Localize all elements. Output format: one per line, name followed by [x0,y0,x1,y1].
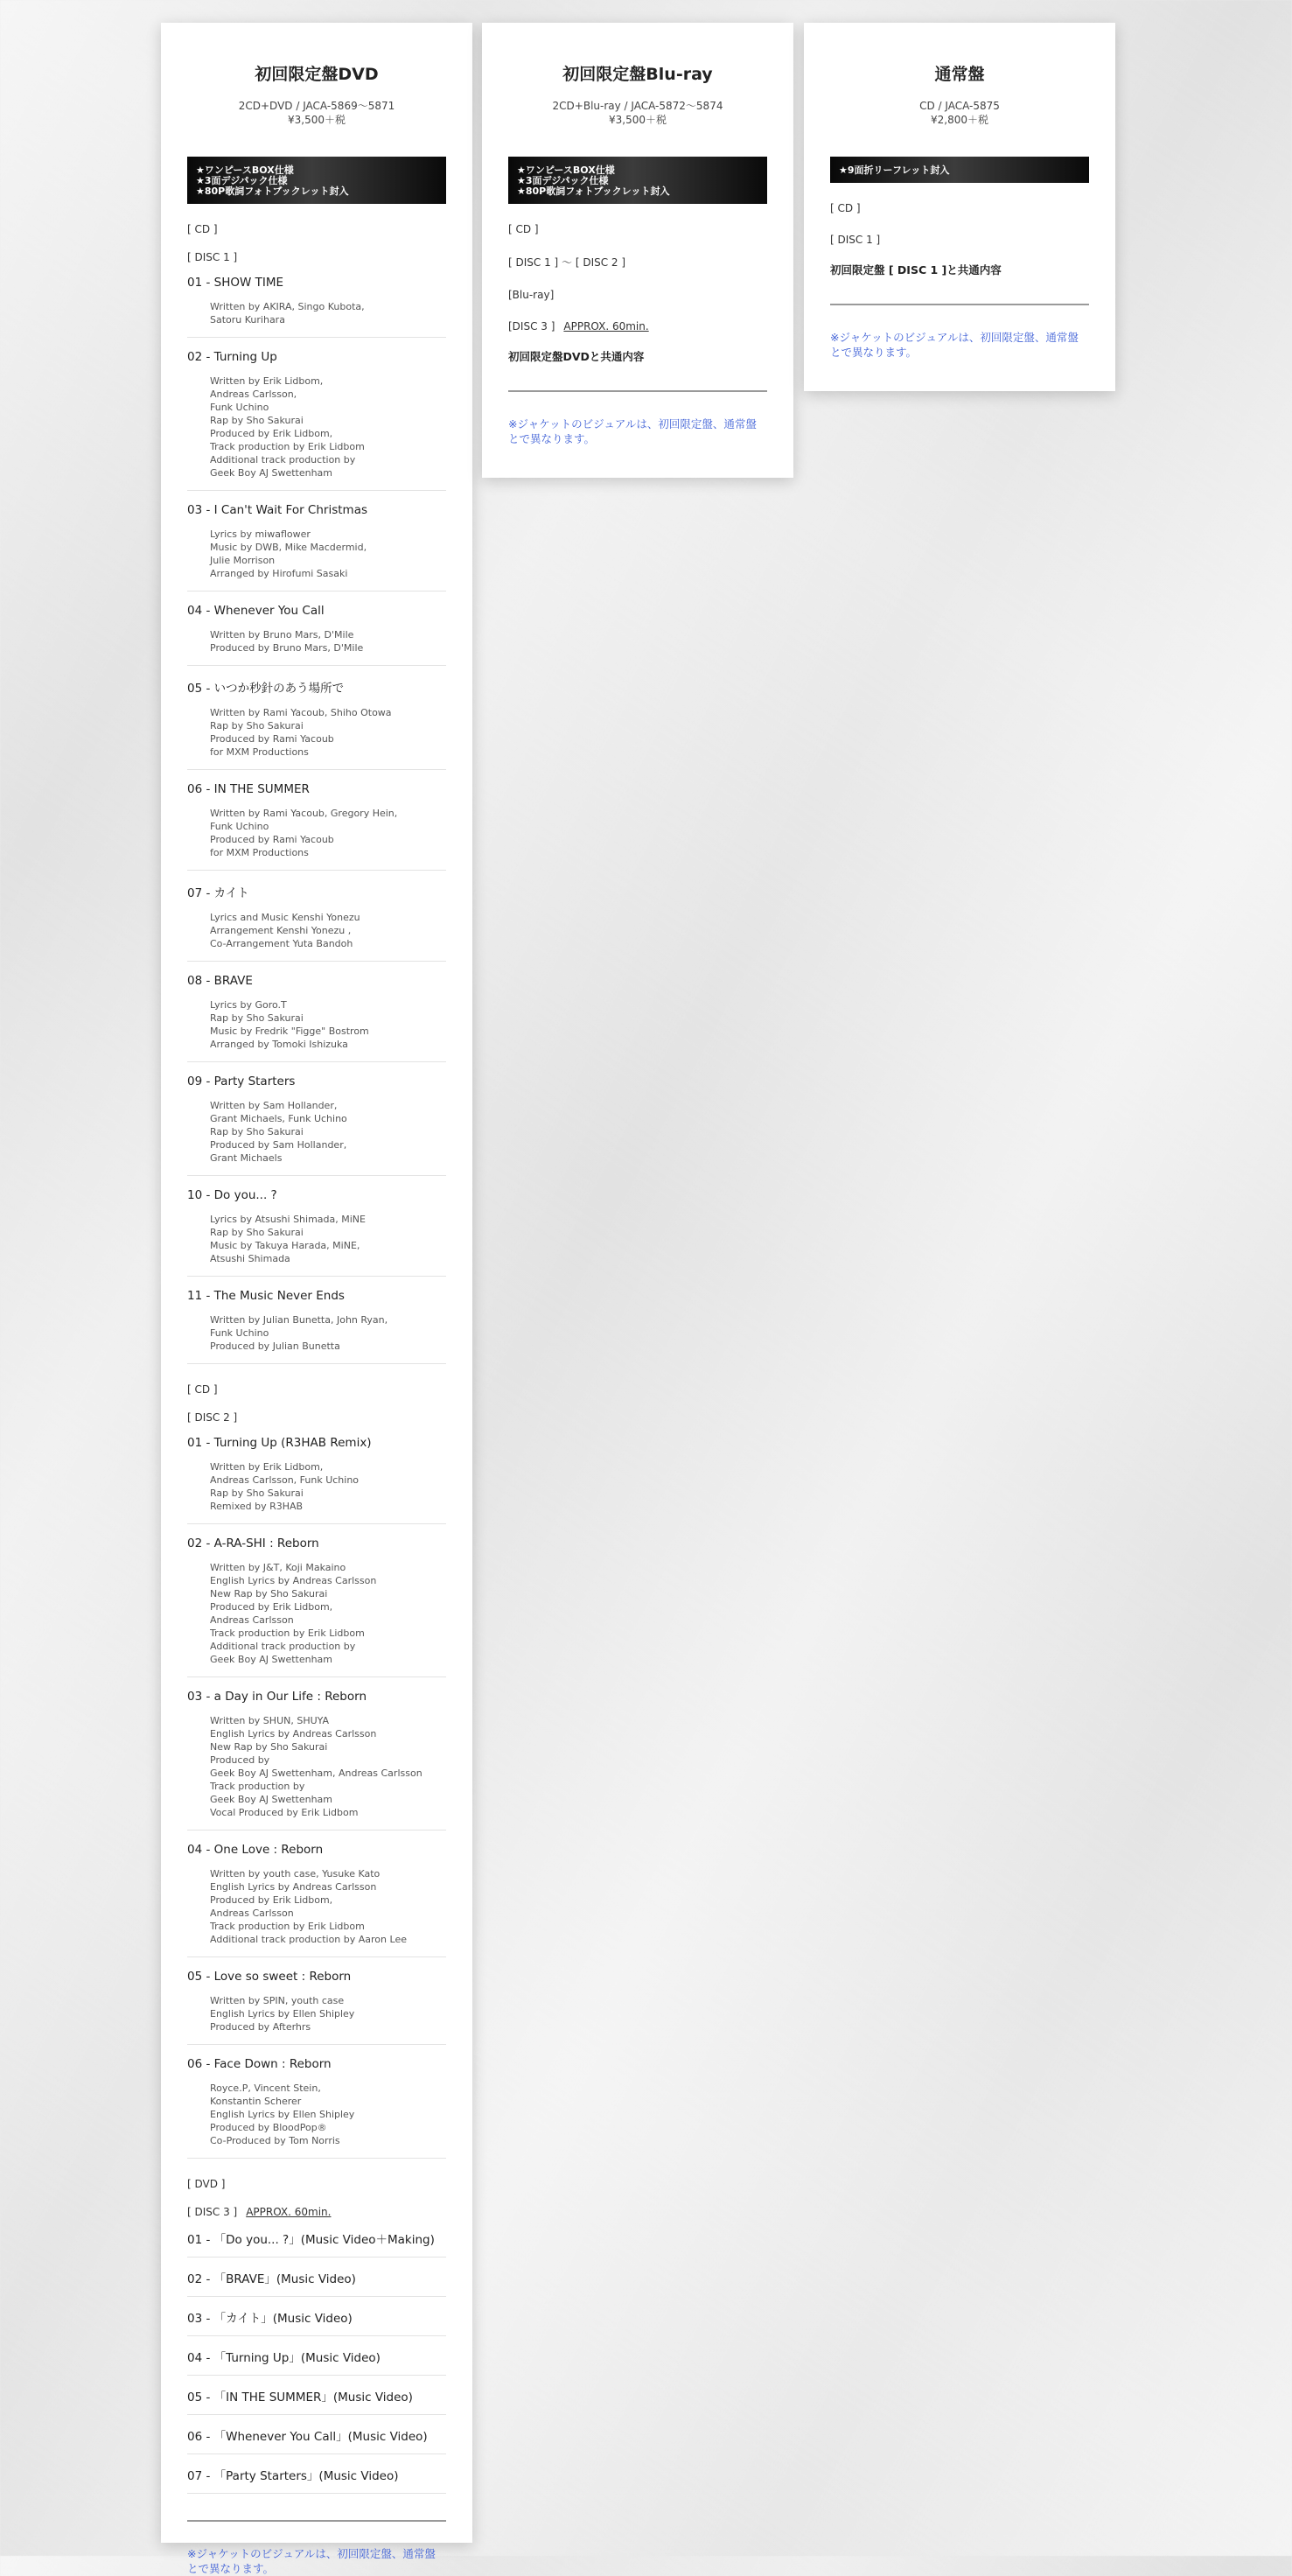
credit-line: Produced by Erik Lidbom, [210,1601,333,1613]
credit-line: Track production by [210,1781,305,1792]
badge-line: ★80P歌詞フォトブックレット封入 [517,186,670,197]
edition-title: 通常盤 [934,65,985,84]
track-item [187,1830,446,1957]
common-content-note: 初回限定盤 [ DISC 1 ]と共通内容 [830,263,1002,276]
track-item [187,592,446,666]
track-credits [210,1867,446,1946]
credit-line: Written by Erik Lidbom, [210,1461,324,1473]
track-title: 09 - Party Starters [187,1074,296,1088]
edition-spec: 2CD+Blu-ray / JACA-5872～5874 [552,100,723,112]
bluray-section-label: [Blu-ray] [508,289,555,301]
track-title: 06 - Face Down : Reborn [187,2057,332,2071]
credit-line: Geek Boy AJ Swettenham, Andreas Carlsson [210,1768,423,1779]
edition-price: ¥2,800＋税 [931,114,988,126]
credit-line: Funk Uchino [210,402,269,413]
credit-line: Produced by Rami Yacoub [210,834,334,845]
runtime-note: APPROX. 60min. [563,320,649,332]
badge-line: ★9面折リーフレット封入 [839,164,950,176]
track-item [187,263,446,338]
credit-line: English Lyrics by Andreas Carlsson [210,1575,377,1586]
track-item [187,1424,446,1524]
credit-line: English Lyrics by Ellen Shipley [210,2008,355,2020]
credit-line: Grant Michaels [210,1152,283,1164]
jacket-note: ※ジャケットのビジュアルは、初回限定盤、通常盤とで異なります。 [187,2547,436,2575]
edition-bluray-card [482,23,793,478]
credit-line: Vocal Produced by Erik Lidbom [210,1807,359,1818]
credit-line: English Lyrics by Andreas Carlsson [210,1881,377,1893]
credit-line: Track production by Erik Lidbom [210,1628,365,1639]
track-credits [210,528,446,580]
credit-line: Music by Takuya Harada, MiNE, [210,1240,360,1251]
credit-line: Konstantin Scherer [210,2096,302,2107]
edition-regular-card [804,23,1115,391]
dvd-item: 04 - 「Turning Up」(Music Video) [187,2336,446,2376]
disc1-label: [ DISC 1 ] [830,234,881,246]
credit-line: Produced by Erik Lidbom, [210,428,333,439]
badge-line: ★3面デジパック仕様 [517,175,609,186]
credit-line: Produced by Afterhrs [210,2021,311,2033]
badge-line: ★80P歌詞フォトブックレット封入 [196,186,349,197]
credit-line: Produced by Julian Bunetta [210,1340,340,1352]
credit-line: Satoru Kurihara [210,314,285,326]
dvd-section-label: [ DVD ] [187,2178,226,2190]
badge-line: ★ワンピースBOX仕様 [517,164,615,176]
credit-line: Additional track production by [210,454,356,466]
credit-line: Arrangement Kenshi Yonezu , [210,925,352,936]
credit-line: Co-Arrangement Yuta Bandoh [210,938,353,949]
track-item [187,1677,446,1830]
dvd-item: 03 - 「カイト」(Music Video) [187,2297,446,2336]
credit-line: New Rap by Sho Sakurai [210,1588,328,1600]
track-title: 01 - SHOW TIME [187,276,284,290]
credit-line: Rap by Sho Sakurai [210,415,304,426]
runtime-note: APPROX. 60min. [246,2206,332,2218]
track-title: 02 - Turning Up [187,350,277,364]
credit-line: Lyrics and Music Kenshi Yonezu [210,912,360,923]
credit-line: Royce.P, Vincent Stein, [210,2082,321,2094]
track-title: 05 - Love so sweet : Reborn [187,1970,352,1984]
dvd-item: 07 - 「Party Starters」(Music Video) [187,2454,446,2494]
edition-spec: CD / JACA-5875 [919,100,1000,112]
credit-line: Remixed by R3HAB [210,1501,304,1512]
credit-line: for MXM Productions [210,847,309,858]
common-content-note: 初回限定盤DVDと共通内容 [508,350,645,363]
track-item [187,1176,446,1277]
track-title: 08 - BRAVE [187,974,253,988]
disc2-track-list [187,1424,446,2159]
feature-badge [187,157,446,204]
cd-section-label: [ CD ] [187,223,218,235]
track-credits [210,1213,446,1265]
credit-line: Geek Boy AJ Swettenham [210,467,333,479]
track-title: 11 - The Music Never Ends [187,1289,345,1303]
credit-line: Written by Julian Bunetta, John Ryan, [210,1314,388,1326]
track-credits [210,1994,446,2034]
dvd-item-list [187,2218,446,2494]
disc3-label: [DISC 3 ] [508,320,555,332]
edition-dvd-card [161,23,472,2575]
dvd-item: 05 - 「IN THE SUMMER」(Music Video) [187,2376,446,2415]
badge-line: ★ワンピースBOX仕様 [196,164,294,176]
credit-line: Andreas Carlsson [210,1908,294,1919]
track-credits [210,374,446,480]
credit-line: Written by SPIN, youth case [210,1995,345,2006]
credit-line: Rap by Sho Sakurai [210,1227,304,1238]
track-item [187,1524,446,1677]
edition-price: ¥3,500＋税 [288,114,346,126]
credit-line: English Lyrics by Ellen Shipley [210,2109,355,2120]
disc3-label: [ DISC 3 ] [187,2206,238,2218]
credit-line: Rap by Sho Sakurai [210,1126,304,1138]
credit-line: Andreas Carlsson, Funk Uchino [210,1474,360,1486]
track-item [187,1957,446,2045]
credit-line: Produced by [210,1754,270,1766]
credit-line: Geek Boy AJ Swettenham [210,1654,333,1665]
dvd-item: 06 - 「Whenever You Call」(Music Video) [187,2415,446,2454]
disc3-row [187,2206,446,2218]
credit-line: Arranged by Tomoki Ishizuka [210,1039,348,1050]
dvd-item: 02 - 「BRAVE」(Music Video) [187,2258,446,2297]
credit-line: Produced by Rami Yacoub [210,733,334,745]
track-credits [210,807,446,859]
credit-line: Andreas Carlsson, [210,388,297,400]
credit-line: Geek Boy AJ Swettenham [210,1794,333,1805]
disc2-label: [ DISC 2 ] [187,1411,238,1424]
credit-line: Written by J&T, Koji Makaino [210,1562,346,1573]
credit-line: Grant Michaels, Funk Uchino [210,1113,347,1124]
credit-line: Produced by BloodPop® [210,2122,327,2133]
credit-line: Written by Sam Hollander, [210,1100,338,1111]
credit-line: Produced by Sam Hollander, [210,1139,347,1151]
credit-line: Written by AKIRA, Singo Kubota, [210,301,365,312]
jacket-note: ※ジャケットのビジュアルは、初回限定盤、通常盤とで異なります。 [508,417,757,445]
track-credits [210,1714,446,1819]
track-item [187,338,446,491]
credit-line: Andreas Carlsson [210,1614,294,1626]
credit-line: Additional track production by [210,1641,356,1652]
track-credits [210,1561,446,1666]
track-item [187,491,446,592]
credit-line: Written by SHUN, SHUYA [210,1715,330,1726]
badge-line: ★3面デジパック仕様 [196,175,288,186]
credit-line: Music by Fredrik "Figge" Bostrom [210,1026,369,1037]
track-item [187,1062,446,1176]
credit-line: Written by youth case, Yusuke Kato [210,1868,381,1880]
divider [187,2520,446,2522]
track-item [187,962,446,1062]
disc1-label: [ DISC 1 ] [187,251,238,263]
credit-line: Track production by Erik Lidbom [210,1921,365,1932]
track-item [187,666,446,770]
track-title: 04 - Whenever You Call [187,604,325,618]
track-item [187,1277,446,1364]
feature-badge [508,157,767,204]
track-title: 03 - I Can't Wait For Christmas [187,503,368,517]
credit-line: Atsushi Shimada [210,1253,290,1264]
track-title: 04 - One Love : Reborn [187,1843,324,1857]
track-title: 01 - Turning Up (R3HAB Remix) [187,1436,372,1450]
dvd-item: 01 - 「Do you... ?」(Music Video＋Making) [187,2218,446,2258]
track-credits [210,300,446,326]
credit-line: Written by Rami Yacoub, Gregory Hein, [210,808,398,819]
disc-range-label: [ DISC 1 ] ～ [ DISC 2 ] [508,256,626,269]
credit-line: Funk Uchino [210,821,269,832]
track-title: 10 - Do you... ? [187,1188,277,1202]
credit-line: Additional track production by Aaron Lee [210,1934,407,1945]
track-title: 07 - カイト [187,886,249,900]
credit-line: New Rap by Sho Sakurai [210,1741,328,1753]
credit-line: Written by Bruno Mars, D'Mile [210,629,354,640]
divider [830,304,1089,305]
track-credits [210,628,446,654]
jacket-note: ※ジャケットのビジュアルは、初回限定盤、通常盤とで異なります。 [830,331,1079,359]
track-item [187,2045,446,2159]
track-credits [210,1313,446,1353]
credit-line: Rap by Sho Sakurai [210,720,304,732]
credit-line: Written by Rami Yacoub, Shiho Otowa [210,707,392,718]
track-credits [210,706,446,759]
feature-badge [830,157,1089,183]
cd-section-label: [ CD ] [830,202,861,214]
credit-line: Lyrics by miwaflower [210,528,311,540]
credit-line: for MXM Productions [210,746,309,758]
credit-line: English Lyrics by Andreas Carlsson [210,1728,377,1740]
credit-line: Lyrics by Atsushi Shimada, MiNE [210,1214,366,1225]
credit-line: Arranged by Hirofumi Sasaki [210,568,348,579]
edition-title: 初回限定盤Blu-ray [562,65,713,84]
track-credits [210,2082,446,2147]
track-credits [210,1460,446,1513]
track-item [187,770,446,871]
disc3-row [508,320,767,332]
track-credits [210,1099,446,1165]
disc1-track-list [187,263,446,1364]
track-title: 03 - a Day in Our Life : Reborn [187,1690,367,1704]
track-title: 05 - いつか秒針のあう場所で [187,682,345,696]
track-title: 06 - IN THE SUMMER [187,782,310,796]
edition-title: 初回限定盤DVD [255,65,379,84]
credit-line: Track production by Erik Lidbom [210,441,365,452]
edition-price: ¥3,500＋税 [609,114,667,126]
credit-line: Julie Morrison [210,555,276,566]
credit-line: Produced by Bruno Mars, D'Mile [210,642,364,654]
edition-spec: 2CD+DVD / JACA-5869～5871 [238,100,395,112]
divider [508,390,767,392]
credit-line: Written by Erik Lidbom, [210,375,324,387]
credit-line: Music by DWB, Mike Macdermid, [210,542,367,553]
track-item [187,871,446,962]
cd-section-label: [ CD ] [508,223,539,235]
credit-line: Funk Uchino [210,1327,269,1339]
credit-line: Lyrics by Goro.T [210,999,287,1011]
cd-section-label: [ CD ] [187,1383,218,1396]
track-credits [210,998,446,1051]
track-credits [210,911,446,950]
track-title: 02 - A-RA-SHI : Reborn [187,1536,319,1550]
credit-line: Rap by Sho Sakurai [210,1488,304,1499]
credit-line: Co-Produced by Tom Norris [210,2135,340,2146]
credit-line: Rap by Sho Sakurai [210,1012,304,1024]
credit-line: Produced by Erik Lidbom, [210,1894,333,1906]
